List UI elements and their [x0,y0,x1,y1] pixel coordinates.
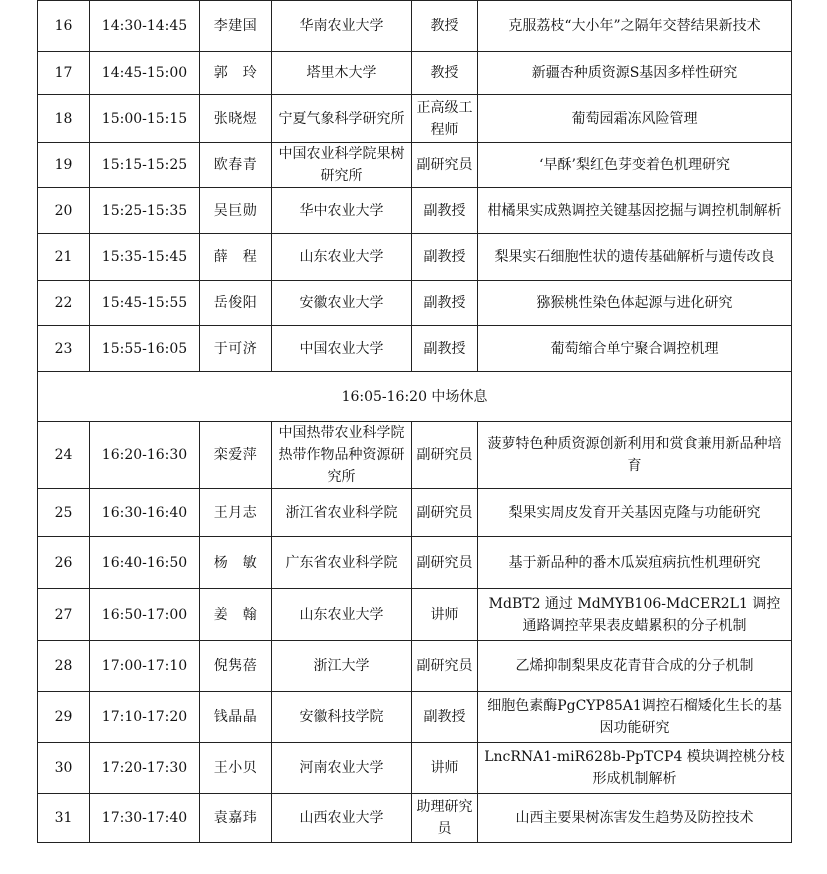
speaker-affiliation: 广东省农业科学院 [272,537,412,589]
talk-topic: 葡萄缩合单宁聚合调控机理 [478,326,792,372]
talk-topic: ‘早酥’梨红色芽变着色机理研究 [478,143,792,188]
speaker-affiliation: 浙江大学 [272,641,412,692]
talk-topic: 细胞色素酶PgCYP85A1调控石榴矮化生长的基因功能研究 [478,692,792,743]
speaker-name: 郭 玲 [200,52,272,95]
table-row [38,794,792,843]
speaker-name: 栾爱萍 [200,422,272,489]
speaker-affiliation: 中国农业科学院果树研究所 [272,143,412,188]
speaker-name: 于可济 [200,326,272,372]
speaker-affiliation: 塔里木大学 [272,52,412,95]
speaker-affiliation: 华中农业大学 [272,188,412,234]
speaker-affiliation: 中国农业大学 [272,326,412,372]
row-number: 29 [38,692,90,743]
row-number: 23 [38,326,90,372]
time-slot: 16:50-17:00 [90,589,200,641]
row-number: 22 [38,281,90,326]
time-slot: 15:55-16:05 [90,326,200,372]
table-row [38,1,792,52]
row-number: 25 [38,489,90,537]
row-number: 24 [38,422,90,489]
break-row [38,372,792,422]
talk-topic: 克服荔枝“大小年”之隔年交替结果新技术 [478,1,792,52]
speaker-affiliation: 河南农业大学 [272,743,412,794]
speaker-title: 副研究员 [412,489,478,537]
talk-topic: 葡萄园霜冻风险管理 [478,95,792,143]
time-slot: 15:35-15:45 [90,234,200,281]
row-number: 28 [38,641,90,692]
time-slot: 17:10-17:20 [90,692,200,743]
time-slot: 15:45-15:55 [90,281,200,326]
speaker-name: 吴巨勋 [200,188,272,234]
row-number: 17 [38,52,90,95]
table-row [38,234,792,281]
break-label: 16:05-16:20 中场休息 [38,372,792,422]
talk-topic: 梨果实周皮发育开关基因克隆与功能研究 [478,489,792,537]
speaker-title: 副研究员 [412,143,478,188]
row-number: 30 [38,743,90,794]
speaker-title: 讲师 [412,589,478,641]
time-slot: 14:45-15:00 [90,52,200,95]
table-row [38,692,792,743]
speaker-affiliation: 中国热带农业科学院热带作物品种资源研究所 [272,422,412,489]
talk-topic: 柑橘果实成熟调控关键基因挖掘与调控机制解析 [478,188,792,234]
table-row [38,52,792,95]
table-row [38,95,792,143]
table-row [38,422,792,489]
time-slot: 17:30-17:40 [90,794,200,843]
table-row [38,641,792,692]
speaker-title: 教授 [412,52,478,95]
speaker-name: 李建国 [200,1,272,52]
table-row [38,281,792,326]
speaker-affiliation: 华南农业大学 [272,1,412,52]
time-slot: 17:00-17:10 [90,641,200,692]
table-row [38,537,792,589]
table-row [38,143,792,188]
speaker-name: 欧春青 [200,143,272,188]
time-slot: 16:40-16:50 [90,537,200,589]
talk-topic: MdBT2 通过 MdMYB106-MdCER2L1 调控通路调控苹果表皮蜡累积的分子机制 [478,589,792,641]
table-row [38,188,792,234]
speaker-name: 王小贝 [200,743,272,794]
time-slot: 15:15-15:25 [90,143,200,188]
speaker-name: 姜 翰 [200,589,272,641]
talk-topic: 新疆杏种质资源S基因多样性研究 [478,52,792,95]
table-row [38,326,792,372]
talk-topic: 菠萝特色种质资源创新利用和赏食兼用新品种培育 [478,422,792,489]
speaker-name: 王月志 [200,489,272,537]
row-number: 26 [38,537,90,589]
time-slot: 14:30-14:45 [90,1,200,52]
schedule-body-after-break [38,422,792,843]
speaker-title: 正高级工程师 [412,95,478,143]
speaker-affiliation: 浙江省农业科学院 [272,489,412,537]
time-slot: 16:30-16:40 [90,489,200,537]
talk-topic: 梨果实石细胞性状的遗传基础解析与遗传改良 [478,234,792,281]
speaker-title: 副教授 [412,234,478,281]
table-row [38,589,792,641]
speaker-affiliation: 宁夏气象科学研究所 [272,95,412,143]
table-row [38,489,792,537]
speaker-title: 讲师 [412,743,478,794]
row-number: 27 [38,589,90,641]
speaker-name: 倪隽蓓 [200,641,272,692]
break-section [38,372,792,422]
speaker-title: 副研究员 [412,537,478,589]
speaker-title: 助理研究员 [412,794,478,843]
row-number: 16 [38,1,90,52]
row-number: 21 [38,234,90,281]
speaker-title: 副研究员 [412,422,478,489]
speaker-affiliation: 山东农业大学 [272,589,412,641]
speaker-title: 副研究员 [412,641,478,692]
time-slot: 17:20-17:30 [90,743,200,794]
speaker-affiliation: 山西农业大学 [272,794,412,843]
speaker-name: 薛 程 [200,234,272,281]
speaker-name: 张晓煜 [200,95,272,143]
schedule-table [37,0,792,843]
time-slot: 16:20-16:30 [90,422,200,489]
speaker-title: 副教授 [412,692,478,743]
talk-topic: 猕猴桃性染色体起源与进化研究 [478,281,792,326]
table-row [38,743,792,794]
talk-topic: 山西主要果树冻害发生趋势及防控技术 [478,794,792,843]
time-slot: 15:25-15:35 [90,188,200,234]
talk-topic: LncRNA1-miR628b-PpTCP4 模块调控桃分枝形成机制解析 [478,743,792,794]
speaker-name: 岳俊阳 [200,281,272,326]
talk-topic: 基于新品种的番木瓜炭疽病抗性机理研究 [478,537,792,589]
speaker-affiliation: 安徽农业大学 [272,281,412,326]
row-number: 19 [38,143,90,188]
speaker-name: 袁嘉玮 [200,794,272,843]
schedule-body-before-break [38,1,792,372]
time-slot: 15:00-15:15 [90,95,200,143]
row-number: 31 [38,794,90,843]
speaker-title: 副教授 [412,188,478,234]
talk-topic: 乙烯抑制梨果皮花青苷合成的分子机制 [478,641,792,692]
speaker-title: 教授 [412,1,478,52]
speaker-title: 副教授 [412,281,478,326]
row-number: 20 [38,188,90,234]
speaker-affiliation: 山东农业大学 [272,234,412,281]
row-number: 18 [38,95,90,143]
speaker-affiliation: 安徽科技学院 [272,692,412,743]
speaker-name: 杨 敏 [200,537,272,589]
speaker-name: 钱晶晶 [200,692,272,743]
speaker-title: 副教授 [412,326,478,372]
